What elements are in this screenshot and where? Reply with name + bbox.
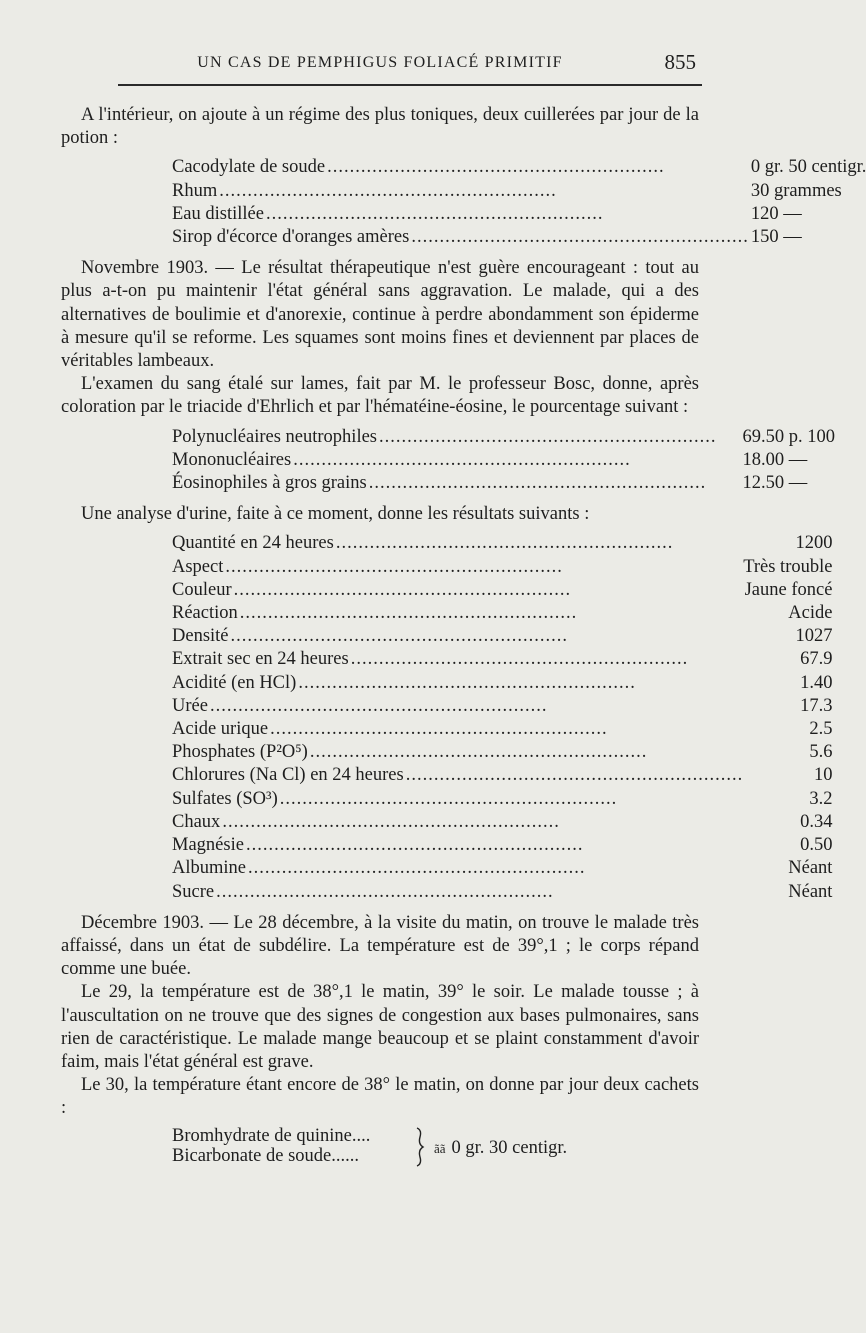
urine-label: Densité <box>172 626 229 647</box>
urine-label: Chlorures (Na Cl) en 24 heures <box>172 765 404 786</box>
table-row <box>172 203 866 226</box>
table-row <box>172 556 832 579</box>
blood-count-table <box>172 426 835 496</box>
table-row <box>172 625 832 648</box>
paragraph-novembre: Novembre 1903. — Le résultat thérapeutique n'est guère encourageant : tout au plus a-t-on pu maintenir l'état général sans aggravation. Le malade, qui a des alternatives de boulimie et d'anorexie, continue à perdre abondamment son épiderme à mesure qu'il se reforme. Les squames sont moins fines et deviennent par places de véritables lambeaux. <box>61 258 699 372</box>
leader-dots: ............................................................ <box>222 811 560 832</box>
cachet-dose: 0 gr. 30 centigr. <box>451 1137 568 1158</box>
table-row <box>172 449 835 472</box>
leader-dots: ............................................................ <box>248 858 586 879</box>
leader-dots: ............................................................ <box>239 603 578 624</box>
urine-label: Couleur <box>172 579 232 600</box>
urine-table <box>172 532 832 903</box>
leader-dots: ............................................................ <box>209 695 548 716</box>
paragraph-decembre: Décembre 1903. — Le 28 décembre, à la visite du matin, on trouve le malade très affaissé, dans un état de subdélire. La température est de 39°,1 ; le corps répand comme une buée. <box>61 912 699 980</box>
urine-label: Phosphates (P²O⁵) <box>172 742 308 763</box>
potion-value: 0 gr. 50 centigr. <box>750 157 866 178</box>
table-row <box>172 602 832 625</box>
table-row <box>172 881 832 904</box>
table-row <box>172 180 866 203</box>
urine-value: Très trouble <box>743 556 833 577</box>
potion-value: 150 — <box>750 227 802 248</box>
potion-label: Rhum <box>172 180 218 201</box>
table-row <box>172 472 835 495</box>
urine-value: 2.5 <box>809 719 833 740</box>
urine-value: 1027 <box>795 626 833 647</box>
paragraph-le-29: Le 29, la température est de 38°,1 le matin, 39° le soir. Le malade tousse ; à l'auscultation on ne trouve que des signes de congestion aux bases pulmonaires, sans rien de caractéristique. Le malade mange beaucoup et se plaint constamment d'avoir faim, mais l'état général est grave. <box>61 982 699 1072</box>
urine-label: Aspect <box>172 556 224 577</box>
urine-label: Urée <box>172 695 208 716</box>
leader-dots: ............................................................ <box>230 626 569 647</box>
potion-value: 30 grammes <box>750 180 842 201</box>
leader-dots: ............................................................ <box>405 765 744 786</box>
leader-dots: ............................................................ <box>245 835 584 856</box>
running-title: UN CAS DE PEMPHIGUS FOLIACÉ PRIMITIF <box>197 54 563 71</box>
blood-value: 18.00 — <box>742 449 808 470</box>
leader-dots: ............................................................ <box>368 473 707 494</box>
table-row <box>172 741 832 764</box>
urine-label: Albumine <box>172 858 246 879</box>
cachet-item: Bicarbonate de soude <box>172 1145 332 1166</box>
leader-dots: ............................................................ <box>216 881 554 902</box>
leader-dots: ............................................................ <box>233 579 572 600</box>
leader-dots: ............................................................ <box>279 788 618 809</box>
table-row <box>172 834 832 857</box>
leader-dots: ............................................................ <box>335 533 674 554</box>
leader-dots: ............................................................ <box>379 426 717 447</box>
leader-dots: ............................................................ <box>293 449 631 470</box>
cachets-prescription <box>172 1125 699 1175</box>
urine-label: Acidité (en HCl) <box>172 672 297 693</box>
urine-label: Acide urique <box>172 719 269 740</box>
leader-dots: ...... <box>331 1145 359 1166</box>
paragraph-analyse-urine: Une analyse d'urine, faite à ce moment, donne les résultats suivants : <box>81 504 590 525</box>
leader-dots: ............................................................ <box>225 556 563 577</box>
urine-value: 67.9 <box>800 649 833 670</box>
urine-value: Jaune foncé <box>744 579 833 600</box>
potion-label: Cacodylate de soude <box>172 157 326 178</box>
leader-dots: ............................................................ <box>309 742 648 763</box>
table-row <box>172 857 832 880</box>
potion-table <box>172 156 866 249</box>
blood-label: Éosinophiles à gros grains <box>172 473 367 494</box>
urine-label: Magnésie <box>172 835 244 856</box>
urine-label: Sucre <box>172 881 215 902</box>
potion-value: 120 — <box>750 203 802 224</box>
leader-dots: ............................................................ <box>219 180 557 201</box>
table-row <box>172 788 832 811</box>
leader-dots: ............................................................ <box>298 672 636 693</box>
ana-abbreviation: ãã <box>434 1140 446 1156</box>
table-row <box>172 648 832 671</box>
urine-value: 10 <box>813 765 833 786</box>
table-row <box>172 156 866 179</box>
blood-value: 12.50 — <box>742 473 808 494</box>
blood-label: Polynucléaires neutrophiles <box>172 426 377 447</box>
urine-label: Chaux <box>172 811 221 832</box>
blood-label: Mononucléaires <box>172 449 292 470</box>
urine-value: 1.40 <box>800 672 833 693</box>
blood-value: 69.50 p. 100 <box>742 426 835 447</box>
leader-dots: ............................................................ <box>265 203 604 224</box>
table-row <box>172 579 832 602</box>
page-body <box>61 104 866 1175</box>
urine-value: 17.3 <box>800 695 833 716</box>
urine-label: Quantité en 24 heures <box>172 533 334 554</box>
urine-value: 0.50 <box>800 835 833 856</box>
page-number: 855 <box>664 50 696 74</box>
table-row <box>172 672 832 695</box>
curly-brace-icon <box>414 1127 426 1167</box>
paragraph-examen-sang: L'examen du sang étalé sur lames, fait par M. le professeur Bosc, donne, après coloration par le triacide d'Ehrlich et par l'hématéine-éosine, le pourcentage suivant : <box>61 374 699 418</box>
urine-value: Néant <box>788 881 833 902</box>
cachet-item: Bromhydrate de quinine <box>172 1125 352 1146</box>
urine-label: Extrait sec en 24 heures <box>172 649 349 670</box>
urine-value: 3.2 <box>809 788 833 809</box>
paragraph-le-30: Le 30, la température étant encore de 38° le matin, on donne par jour deux cachets : <box>61 1075 699 1119</box>
urine-label: Réaction <box>172 603 238 624</box>
leader-dots: ............................................................ <box>270 719 608 740</box>
leader-dots: ............................................................ <box>350 649 689 670</box>
urine-label: Sulfates (SO³) <box>172 788 278 809</box>
table-row <box>172 811 832 834</box>
table-row <box>172 695 832 718</box>
leader-dots: .... <box>351 1125 371 1146</box>
urine-value: 5.6 <box>809 742 833 763</box>
table-row <box>172 226 866 249</box>
table-row <box>172 426 835 449</box>
table-row <box>172 532 832 555</box>
urine-value: 0.34 <box>800 811 833 832</box>
potion-label: Eau distillée <box>172 203 264 224</box>
table-row <box>172 764 832 787</box>
leader-dots: ............................................................ <box>327 157 665 178</box>
leader-dots: ............................................................ <box>411 227 749 248</box>
urine-value: Acide <box>788 603 833 624</box>
urine-value: 1200 <box>795 533 833 554</box>
page-header <box>60 46 700 86</box>
header-rule <box>118 84 702 86</box>
potion-label: Sirop d'écorce d'oranges amères <box>172 227 410 248</box>
table-row <box>172 718 832 741</box>
paragraph-intro: A l'intérieur, on ajoute à un régime des plus toniques, deux cuillerées par jour de la potion : <box>61 105 699 149</box>
urine-value: Néant <box>788 858 833 879</box>
